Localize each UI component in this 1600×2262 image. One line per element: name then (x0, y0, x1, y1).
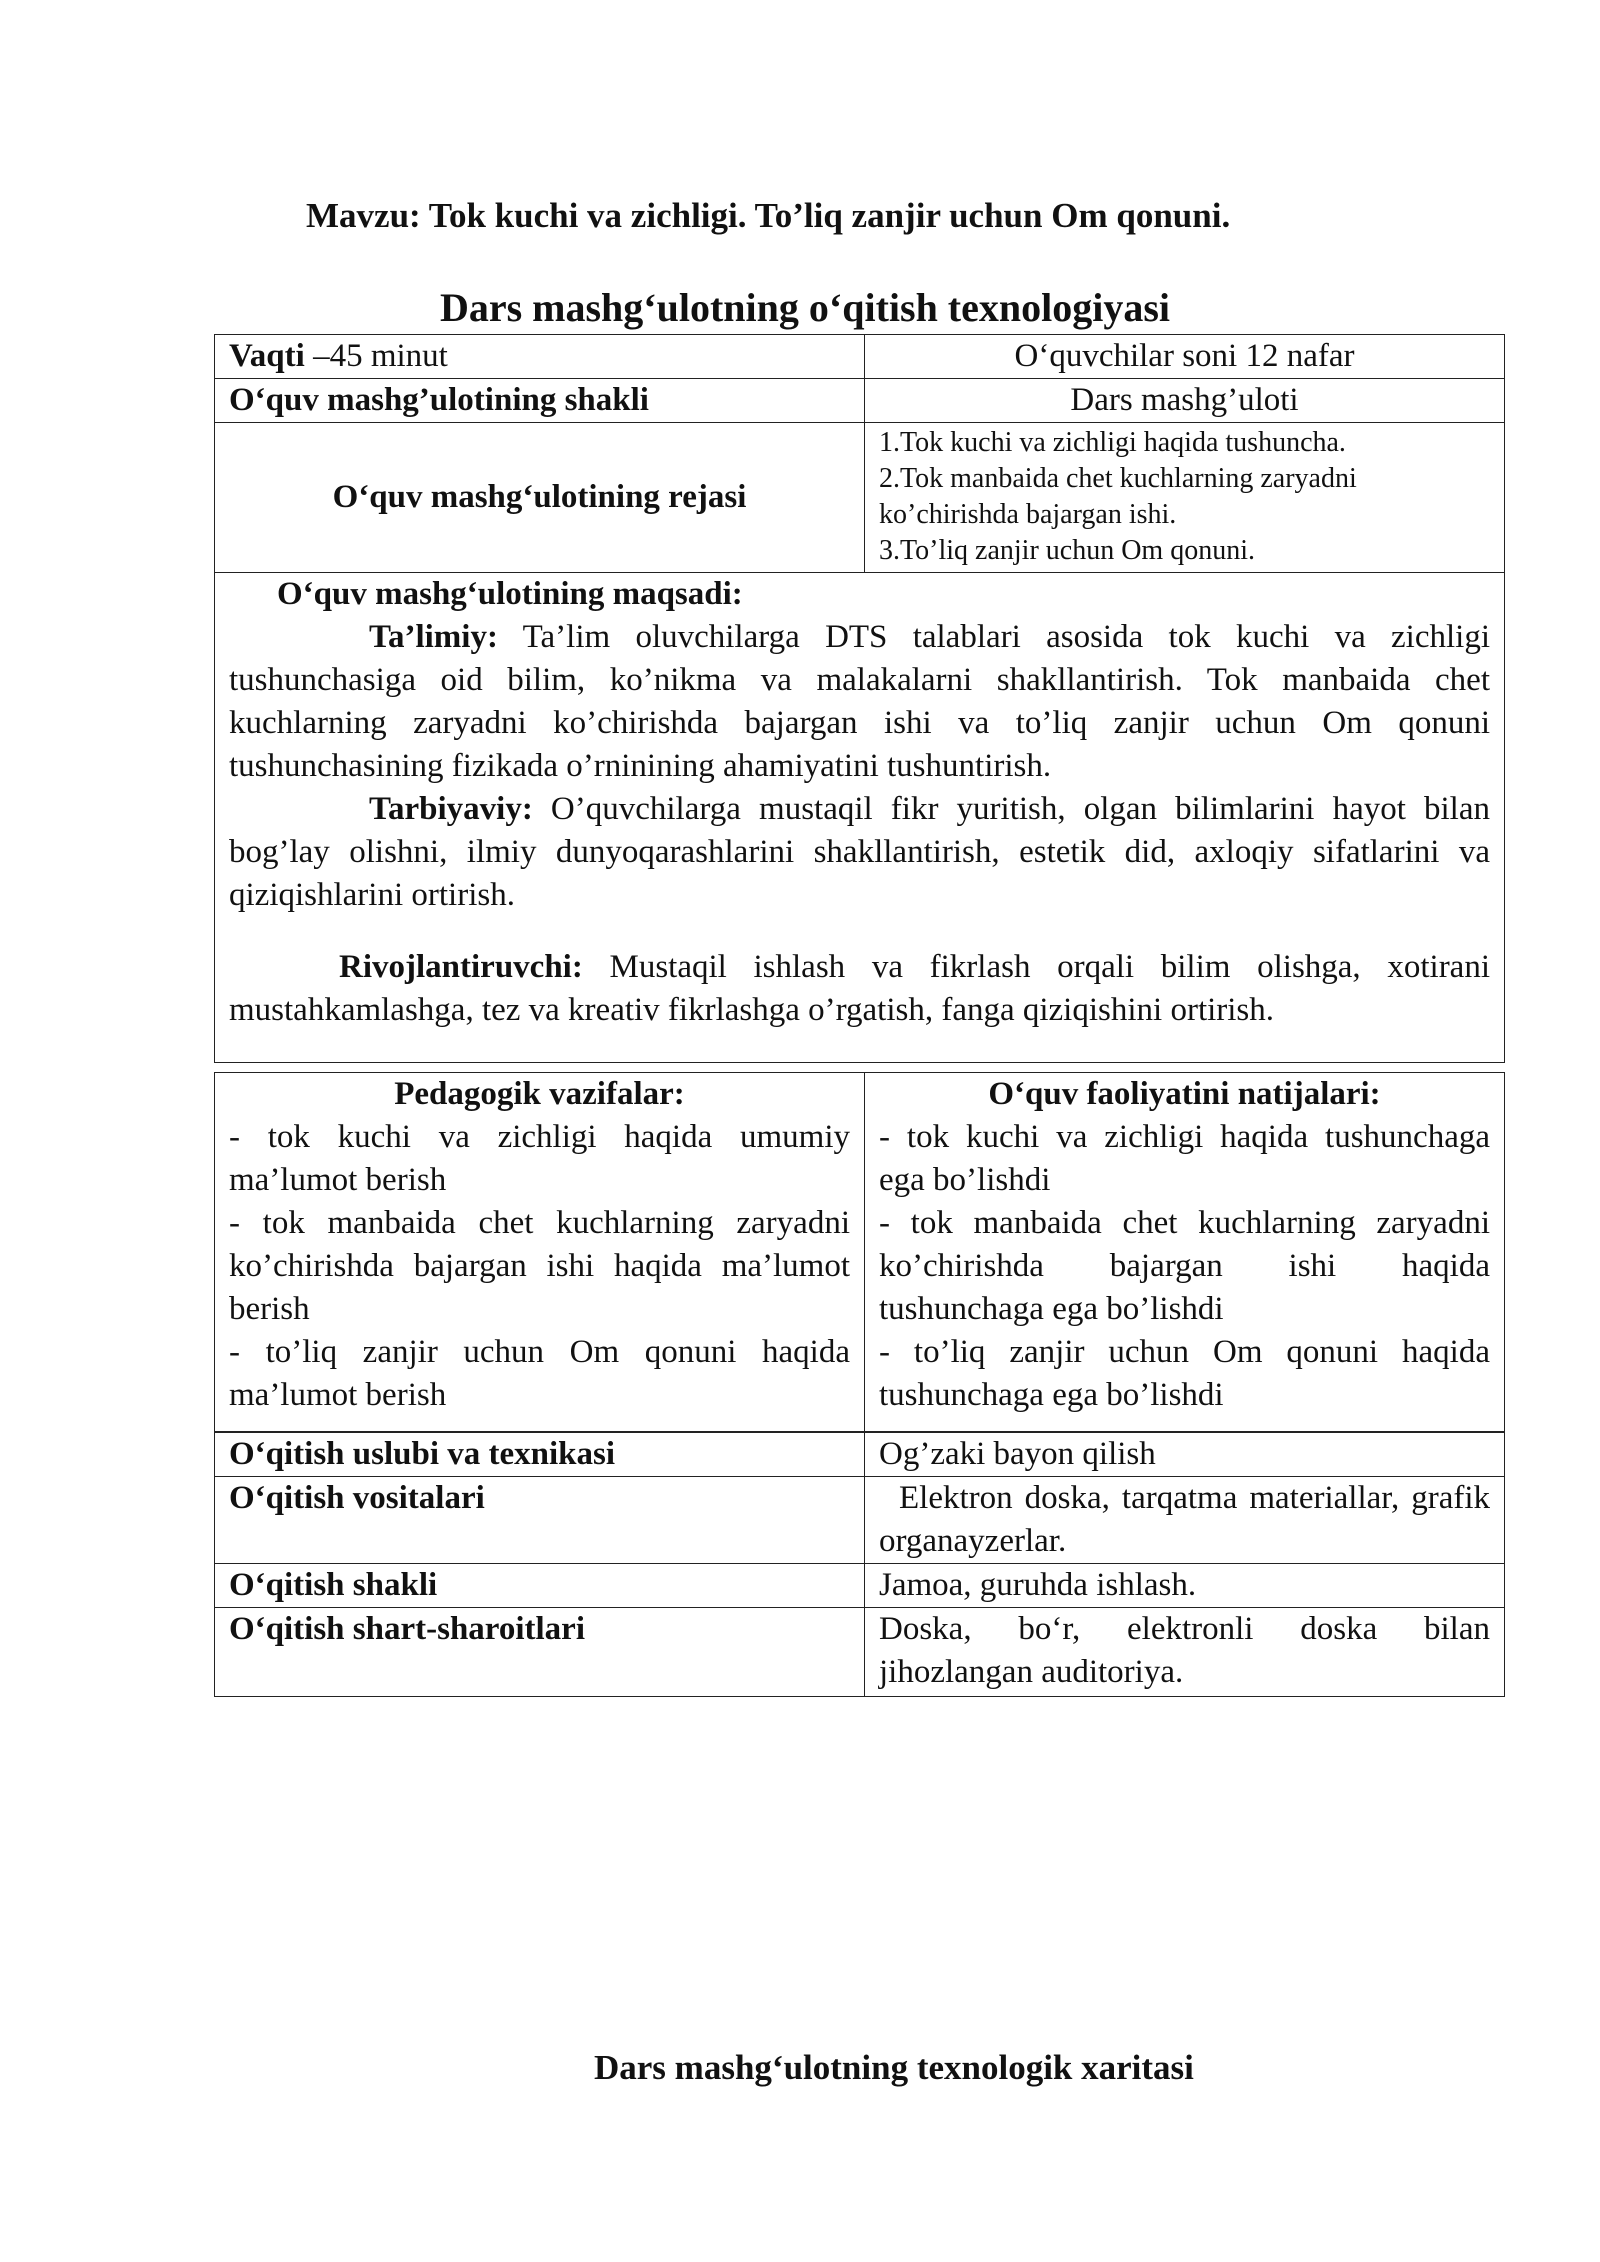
method-label: O‘qitish shakli (215, 1564, 865, 1608)
aims-heading: O‘quv mashg‘ulotining maqsadi: (277, 576, 743, 612)
learning-result: - tok kuchi va zichligi haqida tushunchaga ega bo’lishdi (879, 1119, 1490, 1198)
plan-cell (865, 423, 1505, 573)
plan-item: 3.To’liq zanjir uchun Om qonuni. (879, 535, 1255, 566)
form-value: Dars mashg’uloti (865, 379, 1505, 423)
learning-result: - to’liq zanjir uchun Om qonuni haqida tushunchaga ega bo’lishdi (879, 1334, 1490, 1413)
aim-educational-text: Ta’lim oluvchilarga DTS talablari asosida tok kuchi va zichligi tushunchasiga oid bilim, ko’nikma va malakalarni shakllantirish. Tok manbaida chet kuchlarning zaryadni ko’chirishda bajargan ishi va to’liq zanjir uchun Om qonuni tushunchasining fizikada o’rninining ahamiyatini tushuntirish. (229, 619, 1490, 784)
table-row (215, 573, 1505, 1063)
aim-upbringing-text: O’quvchilarga mustaqil fikr yuritish, olgan bilimlarini hayot bilan bog’lay olishni, ilmiy dunyoqarashlarini shakllantirish, estetik did, axloqiy sifatlarini va qiziqishlarini ortirish. (229, 791, 1490, 913)
table-row (215, 1608, 1505, 1697)
time-cell (215, 335, 865, 379)
aim-developing (229, 946, 1490, 1032)
method-value: Elektron doska, tarqatma materiallar, grafik organayzerlar. (865, 1477, 1505, 1564)
table-row (215, 379, 1505, 423)
lesson-topic: Mavzu: Tok kuchi va zichligi. To’liq zanjir uchun Om qonuni. (306, 196, 1231, 235)
pedagogical-tasks-cell (215, 1073, 865, 1432)
learning-results-header: O‘quv faoliyatini natijalari: (988, 1076, 1381, 1112)
time-label: Vaqti (229, 338, 305, 374)
pedagogical-task: - tok manbaida chet kuchlarning zaryadni ko’chirishda bajargan ishi haqida ma’lumot berish (229, 1205, 850, 1327)
method-label: O‘qitish uslubi va texnikasi (215, 1433, 865, 1477)
aim-upbringing-label: Tarbiyaviy: (369, 791, 533, 827)
table-row (215, 1433, 1505, 1477)
learning-results-cell (865, 1073, 1505, 1432)
methods-table (214, 1432, 1505, 1697)
table-row (215, 335, 1505, 379)
tech-map-title: Dars mashg‘ulotning texnologik xaritasi (594, 2048, 1194, 2087)
table-row (215, 1073, 1505, 1432)
method-value: Doska, bo‘r, elektronli doska bilan jihozlangan auditoriya. (865, 1608, 1505, 1697)
aims-cell (215, 573, 1505, 1063)
plan-item: 2.Tok manbaida chet kuchlarning zaryadni ko’chirishda bajargan ishi. (879, 463, 1357, 530)
plan-item: 1.Tok kuchi va zichligi haqida tushuncha. (879, 427, 1346, 458)
method-value: Jamoa, guruhda ishlash. (865, 1564, 1505, 1608)
method-label: O‘qitish shart-sharoitlari (215, 1608, 865, 1697)
table-title: Dars mashg‘ulotning o‘qitish texnologiyasi (439, 285, 1171, 330)
time-value: –45 minut (304, 338, 448, 374)
pedagogical-tasks-header: Pedagogik vazifalar: (394, 1076, 685, 1112)
table-row (215, 1564, 1505, 1608)
aim-developing-label: Rivojlantiruvchi: (339, 949, 583, 985)
aim-educational-label: Ta’limiy: (369, 619, 498, 655)
method-label: O‘qitish vositalari (215, 1477, 865, 1564)
pedagogical-task: - to’liq zanjir uchun Om qonuni haqida ma’lumot berish (229, 1334, 850, 1413)
aim-educational (229, 616, 1490, 788)
aim-upbringing (229, 788, 1490, 917)
table-row (215, 423, 1505, 573)
lesson-info-table (214, 334, 1505, 1063)
form-label: O‘quv mashg’ulotining shakli (215, 379, 865, 423)
table-row (215, 1477, 1505, 1564)
learning-result: - tok manbaida chet kuchlarning zaryadni ko’chirishda bajargan ishi haqida tushunchaga ega bo’lishdi (879, 1205, 1490, 1327)
aim-developing-text: Mustaqil ishlash va fikrlash orqali bilim olishga, xotirani mustahkamlashga, tez va kreativ fikrlashga o’rgatish, fanga qiziqishini ortirish. (229, 949, 1490, 1028)
plan-label: O‘quv mashg‘ulotining rejasi (215, 423, 865, 573)
pedagogical-task: - tok kuchi va zichligi haqida umumiy ma’lumot berish (229, 1119, 850, 1198)
method-value: Og’zaki bayon qilish (865, 1433, 1505, 1477)
tasks-table (214, 1072, 1505, 1432)
students-cell: O‘quvchilar soni 12 nafar (865, 335, 1505, 379)
